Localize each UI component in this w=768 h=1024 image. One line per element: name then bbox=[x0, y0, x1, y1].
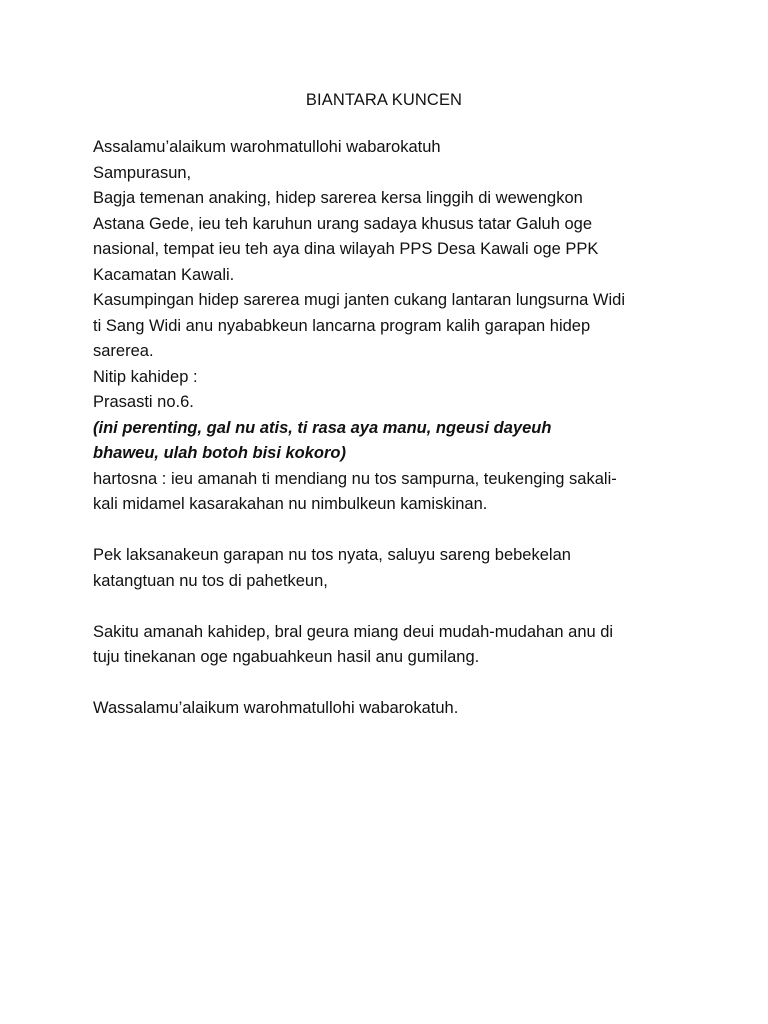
paragraph-line: Pek laksanakeun garapan nu tos nyata, saluyu sareng bebekelan bbox=[93, 546, 571, 564]
paragraph-line: Kacamatan Kawali. bbox=[93, 265, 235, 284]
paragraph-line: Kasumpingan hidep sarerea mugi janten cukang lantaran lungsurna Widi bbox=[93, 291, 625, 309]
paragraph-line: Nitip kahidep : bbox=[93, 367, 198, 386]
paragraph-line: nasional, tempat ieu teh aya dina wilayah PPS Desa Kawali oge PPK bbox=[93, 240, 599, 258]
closing-line: Wassalamu’alaikum warohmatullohi wabarokatuh. bbox=[93, 699, 459, 717]
paragraph-line: sarerea. bbox=[93, 342, 154, 360]
paragraph-gap bbox=[93, 671, 693, 697]
paragraph-line: Astana Gede, ieu teh karuhun urang sadaya khusus tatar Galuh oge bbox=[93, 214, 593, 233]
paragraph-line: Bagja temenan anaking, hidep sarerea kersa linggih di wewengkon bbox=[93, 189, 583, 207]
paragraph-line: Prasasti no.6. bbox=[93, 393, 194, 411]
document-title: BIANTARA KUNCEN bbox=[305, 91, 463, 109]
paragraph-gap bbox=[93, 518, 693, 544]
paragraph-line: katangtuan nu tos di pahetkeun, bbox=[93, 571, 328, 590]
greeting-line: Assalamu’alaikum warohmatullohi wabarokatuh bbox=[93, 138, 441, 156]
paragraph-gap bbox=[93, 594, 693, 620]
document-body bbox=[93, 135, 693, 722]
paragraph-line: kali midamel kasarakahan nu nimbulkeun kamiskinan. bbox=[93, 495, 488, 513]
paragraph-line: tuju tinekanan oge ngabuahkeun hasil anu gumilang. bbox=[93, 648, 480, 666]
salutation-line: Sampurasun, bbox=[93, 163, 192, 182]
inscription-quote-line: bhaweu, ulah botoh bisi kokoro) bbox=[93, 444, 347, 462]
paragraph-line: ti Sang Widi anu nyababkeun lancarna program kalih garapan hidep bbox=[93, 316, 591, 335]
paragraph-line: Sakitu amanah kahidep, bral geura miang deui mudah-mudahan anu di bbox=[93, 622, 614, 641]
paragraph-line: hartosna : ieu amanah ti mendiang nu tos sampurna, teukenging sakali- bbox=[93, 469, 617, 488]
inscription-quote-line: (ini perenting, gal nu atis, ti rasa aya manu, ngeusi dayeuh bbox=[93, 418, 552, 437]
